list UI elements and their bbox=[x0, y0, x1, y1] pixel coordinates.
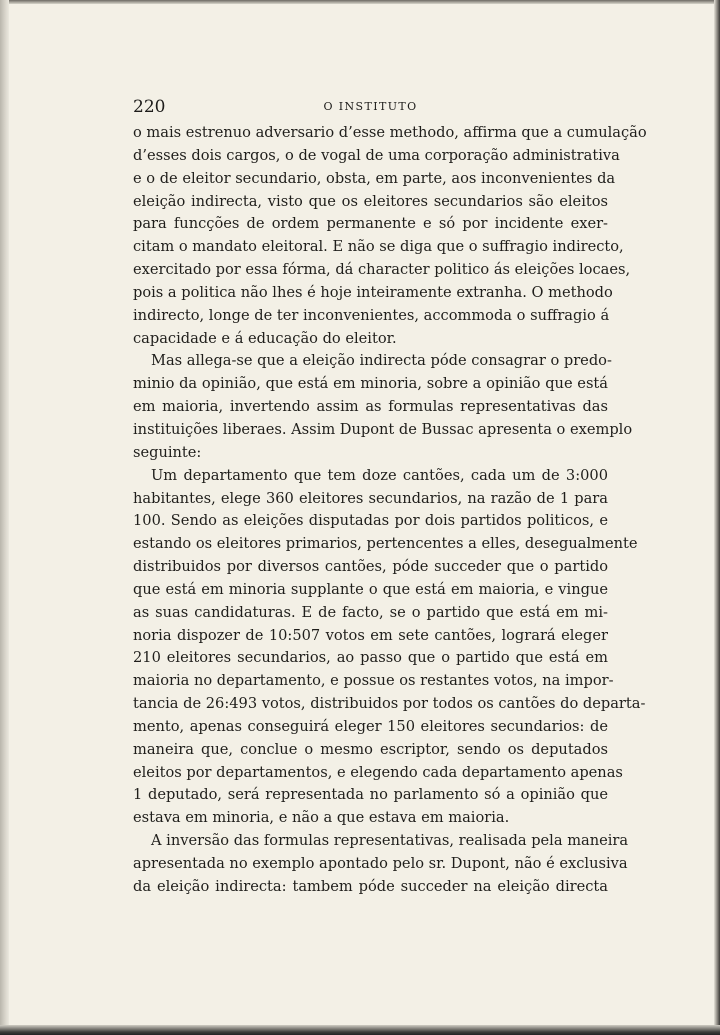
text-line: tancia de 26:493 votos, distribuidos por todos os cantões do departa- bbox=[133, 695, 646, 713]
text-line: em maioria, invertendo assim as formulas representativas das bbox=[133, 398, 608, 416]
page-number: 220 bbox=[133, 97, 166, 117]
text-line: noria dispozer de 10:507 votos em sete cantões, logrará eleger bbox=[133, 626, 608, 644]
text-line: 100. Sendo as eleições disputadas por dois partidos politicos, e bbox=[133, 512, 608, 530]
text-line: seguinte: bbox=[133, 443, 202, 461]
text-line: Mas allega-se que a eleição indirecta póde consagrar o predo- bbox=[151, 352, 612, 370]
text-line: e o de eleitor secundario, obsta, em parte, aos inconvenientes da bbox=[133, 169, 616, 187]
text-line: indirecto, longe de ter inconvenientes, accommoda o suffragio á bbox=[133, 306, 610, 324]
text-line: mento, apenas conseguirá eleger 150 eleitores secundarios: de bbox=[133, 717, 608, 735]
text-line: o mais estrenuo adversario d’esse methodo, affirma que a cumulação bbox=[133, 124, 647, 141]
text-line: 210 eleitores secundarios, ao passo que o partido que está em bbox=[133, 649, 608, 667]
text-line: que está em minoria supplante o que está em maioria, e vingue bbox=[133, 580, 608, 598]
text-line: da eleição indirecta: tambem póde succeder na eleição directa bbox=[133, 877, 608, 895]
paragraph bbox=[133, 830, 629, 899]
body-text bbox=[133, 122, 647, 899]
text-line: eleitos por departamentos, e elegendo cada departamento apenas bbox=[133, 763, 623, 781]
paragraph bbox=[133, 122, 647, 350]
text-line: as suas candidaturas. E de facto, se o partido que está em mi- bbox=[133, 603, 608, 621]
text-line: maioria no departamento, e possue os restantes votos, na impor- bbox=[133, 672, 614, 690]
text-line: 1 deputado, será representada no parlamento só a opinião que bbox=[133, 786, 608, 804]
text-line: pois a politica não lhes é hoje inteiramente extranha. O methodo bbox=[133, 283, 613, 301]
text-line: d’esses dois cargos, o de vogal de uma corporação administrativa bbox=[133, 146, 620, 164]
page-top-edge bbox=[0, 0, 720, 4]
text-line: citam o mandato eleitoral. E não se diga que o suffragio indirecto, bbox=[133, 238, 624, 256]
text-line: estando os eleitores primarios, pertencentes a elles, desegualmente bbox=[133, 535, 638, 553]
page-left-edge bbox=[0, 0, 9, 1035]
text-line: habitantes, elege 360 eleitores secundarios, na razão de 1 para bbox=[133, 489, 608, 507]
page-header bbox=[133, 97, 608, 119]
page-right-edge bbox=[714, 0, 720, 1035]
running-head: O INSTITUTO bbox=[323, 100, 418, 113]
text-line: minio da opinião, que está em minoria, sobre a opinião que está bbox=[133, 375, 608, 393]
text-line: capacidade e á educação do eleitor. bbox=[133, 329, 397, 347]
text-line: apresentada no exemplo apontado pelo sr. Dupont, não é exclusiva bbox=[133, 855, 628, 872]
text-line: distribuidos por diversos cantões, póde succeder que o partido bbox=[133, 558, 608, 576]
text-line: Um departamento que tem doze cantões, cada um de 3:000 bbox=[151, 466, 608, 484]
paragraph bbox=[133, 465, 646, 831]
page-bottom-edge bbox=[0, 1025, 720, 1035]
text-line: instituições liberaes. Assim Dupont de Bussac apresenta o exemplo bbox=[133, 420, 633, 438]
paragraph bbox=[133, 350, 633, 464]
text-line: exercitado por essa fórma, dá character politico ás eleições locaes, bbox=[133, 261, 631, 279]
text-line: eleição indirecta, visto que os eleitores secundarios são eleitos bbox=[133, 192, 608, 210]
text-line: estava em minoria, e não a que estava em maioria. bbox=[133, 809, 510, 827]
text-line: para funcções de ordem permanente e só por incidente exer- bbox=[133, 215, 608, 233]
text-line: A inversão das formulas representativas, realisada pela maneira bbox=[151, 832, 629, 850]
text-line: maneira que, conclue o mesmo escriptor, sendo os deputados bbox=[133, 740, 608, 758]
